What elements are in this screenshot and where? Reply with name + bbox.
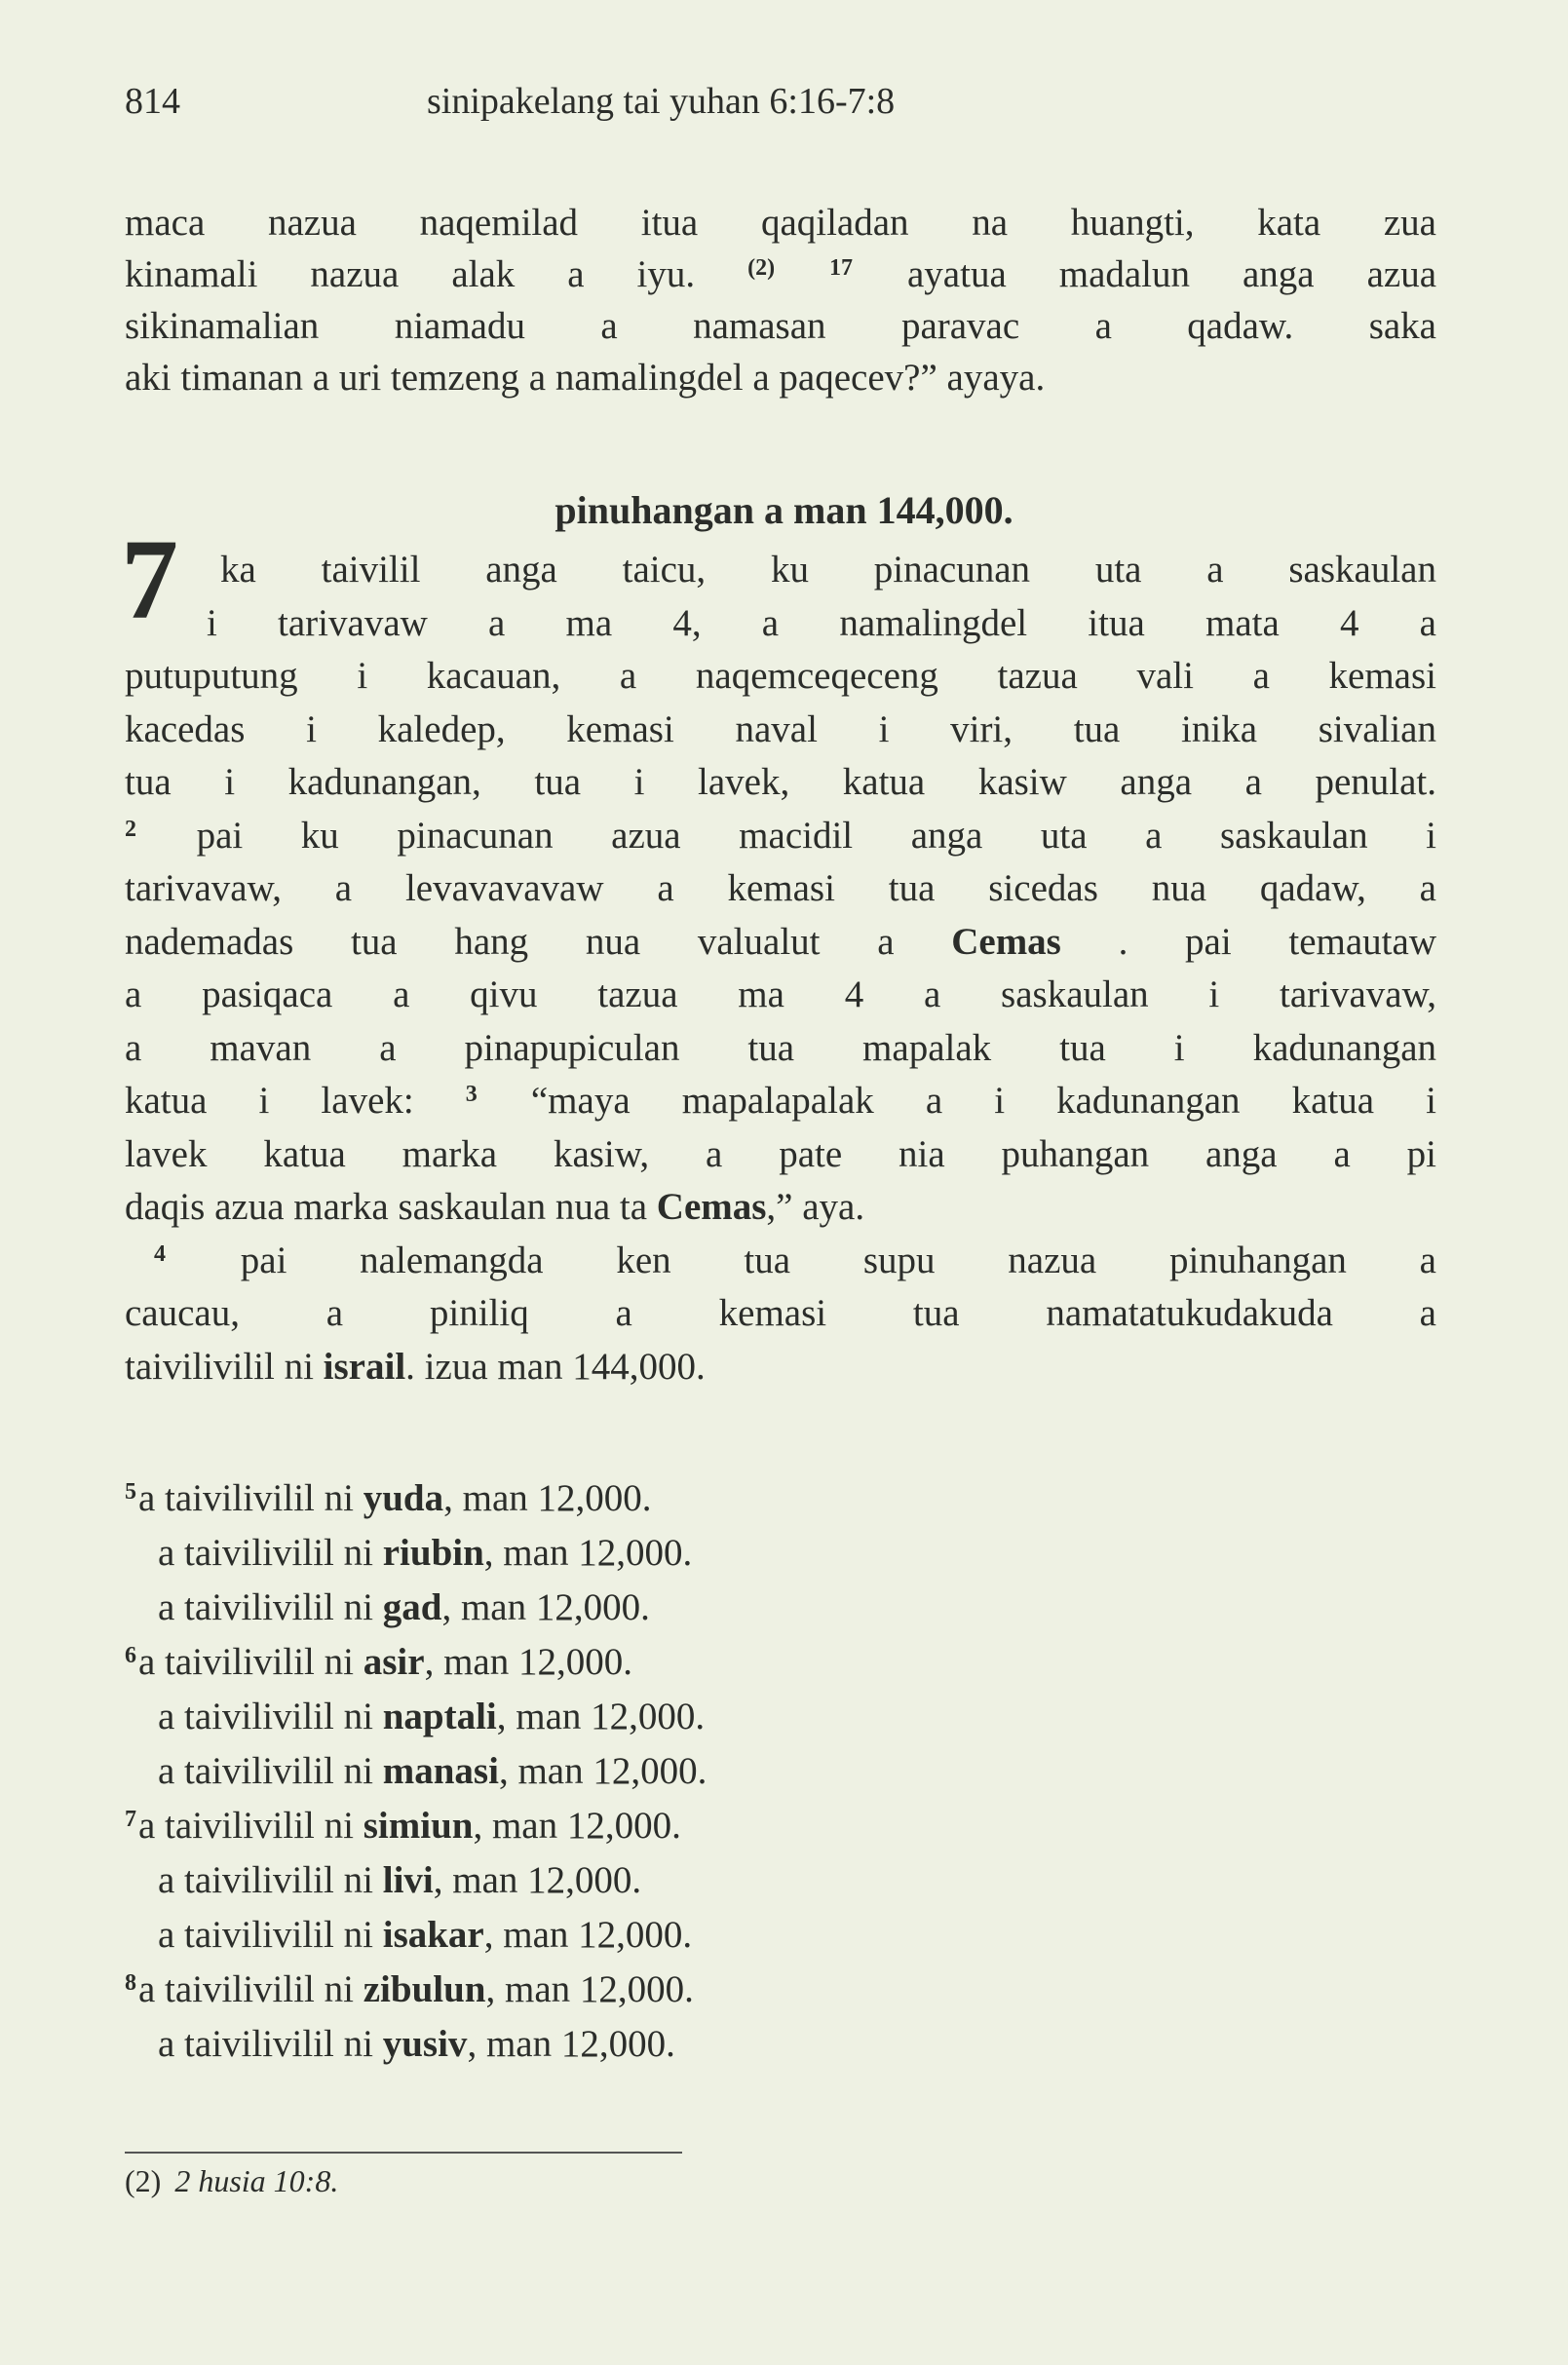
text-line: [125, 756, 1436, 809]
running-title: sinipakelang tai yuhan 6:16-7:8: [427, 81, 896, 122]
text-run: a taivilivilil ni: [138, 1805, 363, 1847]
text-run: caucau, a piniliq a kemasi tua namatatukudakuda a: [125, 1292, 1436, 1334]
text-run: a taivilivilil ni: [158, 2023, 383, 2065]
text-line: [154, 1235, 1436, 1287]
text-run: “maya mapalapalak a i kadunangan katua i: [530, 1080, 1436, 1122]
text-line: [125, 862, 1436, 915]
text-run: a taivilivilil ni: [138, 1968, 363, 2010]
text-line: [207, 597, 1436, 650]
text-run: tarivavaw, a levavavavaw a kemasi tua sicedas nua qadaw, a: [125, 867, 1436, 909]
text-line: [158, 1527, 1436, 1580]
text-line: [158, 1745, 1436, 1798]
text-run: a taivilivilil ni: [138, 1641, 363, 1683]
text-run: , man 12,000.: [483, 1532, 693, 1574]
text-line: [125, 248, 1436, 301]
text-run: daqis azua marka saskaulan nua ta: [125, 1186, 657, 1228]
page-number: 814: [125, 81, 180, 122]
text-line: [125, 1022, 1436, 1075]
bold-name: simiun: [363, 1805, 474, 1847]
text-run: a taivilivilil ni: [158, 1532, 383, 1574]
text-line: [125, 1287, 1436, 1340]
bold-name: Cemas: [951, 920, 1061, 963]
verse-number: (2): [747, 255, 776, 281]
verse-number: 6: [125, 1643, 136, 1668]
text-run: lavek katua marka kasiw, a pate nia puhangan anga a pi: [125, 1132, 1436, 1175]
text-run: , man 12,000.: [433, 1859, 642, 1901]
text-run: nademadas tua hang nua valualut a: [125, 920, 952, 963]
text-run: , man 12,000.: [441, 1586, 650, 1628]
text-run: i tarivavaw a ma 4, a namalingdel itua mata 4 a: [207, 601, 1436, 644]
bold-name: zibulun: [363, 1968, 486, 2010]
text-run: , man 12,000.: [483, 1914, 693, 1956]
verse-number: 3: [465, 1082, 478, 1107]
text-run: . izua man 144,000.: [405, 1345, 706, 1388]
text-line: [125, 1800, 1436, 1852]
footnote-rule: [125, 2152, 682, 2154]
text-line: [125, 704, 1436, 756]
text-line: [158, 1909, 1436, 1962]
text-run: , man 12,000.: [473, 1805, 681, 1847]
verse-number: 8: [125, 1970, 136, 1996]
footnote: [125, 2163, 338, 2199]
text-run: a taivilivilil ni: [158, 1586, 383, 1628]
text-run: , man 12,000.: [467, 2023, 675, 2065]
footnote-reference: 2 husia 10:8.: [174, 2163, 339, 2198]
text-run: aki timanan a uri temzeng a namalingdel a paqecev?” ayaya.: [125, 357, 1046, 399]
text-line: [158, 1854, 1436, 1907]
bold-name: israil: [323, 1345, 406, 1388]
bold-name: yusiv: [382, 2023, 468, 2065]
text-run: kacedas i kaledep, kemasi naval i viri, tua inika sivalian: [125, 707, 1436, 750]
text-run: . pai temautaw: [1118, 920, 1436, 963]
text-run: ka taivilil anga taicu, ku pinacunan uta a saskaulan: [220, 549, 1436, 591]
text-run: , man 12,000.: [485, 1968, 694, 2010]
text-line: [125, 650, 1436, 703]
text-line: [125, 1181, 1436, 1234]
text-line: [125, 1128, 1436, 1181]
text-run: a taivilivilil ni: [158, 1750, 383, 1792]
footnote-marker: (2): [125, 2163, 162, 2198]
bold-name: isakar: [382, 1914, 484, 1956]
text-run: kinamali nazua alak a iyu.: [125, 253, 696, 295]
text-run: sikinamalian niamadu a namasan paravac a qadaw. saka: [125, 305, 1436, 347]
text-run: a mavan a pinapupiculan tua mapalak tua i kadunangan: [125, 1026, 1436, 1069]
text-run: a taivilivilil ni: [158, 1696, 383, 1737]
text-run: pai nalemangda ken tua supu nazua pinuhangan a: [240, 1239, 1436, 1281]
text-line: [125, 1636, 1436, 1689]
chapter-number: 7: [121, 515, 178, 643]
text-line: [125, 916, 1436, 969]
text-line: [158, 2018, 1436, 2071]
text-run: a taivilivilil ni: [158, 1859, 383, 1901]
bold-name: naptali: [382, 1696, 497, 1737]
text-line: [125, 352, 1436, 404]
bold-name: riubin: [382, 1532, 484, 1574]
bold-name: gad: [382, 1586, 442, 1628]
verse-number: 5: [125, 1479, 136, 1505]
section-heading: pinuhangan a man 144,000.: [555, 488, 1013, 532]
text-line: [125, 1472, 1436, 1525]
text-run: ayatua madalun anga azua: [907, 253, 1437, 295]
verse-number: 4: [154, 1240, 166, 1267]
text-run: , man 12,000.: [498, 1750, 708, 1792]
text-run: a taivilivilil ni: [158, 1914, 383, 1956]
text-line: [125, 1075, 1436, 1127]
text-line: [125, 197, 1436, 249]
text-run: , man 12,000.: [496, 1696, 706, 1737]
text-run: maca nazua naqemilad itua qaqiladan na huangti, kata zua: [125, 202, 1436, 244]
verse-number: 7: [125, 1807, 136, 1832]
text-run: taivilivilil ni: [125, 1345, 324, 1388]
text-run: , man 12,000.: [443, 1477, 652, 1519]
text-line: [125, 1341, 1436, 1393]
text-line: [158, 1691, 1436, 1743]
bold-name: manasi: [382, 1750, 499, 1792]
bold-name: yuda: [363, 1477, 444, 1519]
text-run: putuputung i kacauan, a naqemceqeceng tazua vali a kemasi: [125, 655, 1436, 697]
text-run: pai ku pinacunan azua macidil anga uta a saskaulan i: [196, 814, 1437, 857]
text-run: tua i kadunangan, tua i lavek, katua kasiw anga a penulat.: [125, 761, 1436, 803]
bold-name: Cemas: [656, 1186, 767, 1228]
verse-number: 17: [829, 255, 854, 281]
text-run: a pasiqaca a qivu tazua ma 4 a saskaulan i tarivavaw,: [125, 973, 1436, 1015]
bold-name: livi: [382, 1859, 434, 1901]
text-line: [125, 300, 1436, 353]
text-line: [158, 1582, 1436, 1634]
text-run: ,” aya.: [766, 1186, 865, 1228]
bold-name: asir: [363, 1641, 425, 1683]
text-line: [125, 1964, 1436, 2016]
text-line: [220, 544, 1436, 596]
text-run: katua i lavek:: [125, 1080, 466, 1122]
text-line: [125, 810, 1436, 862]
text-line: [125, 969, 1436, 1021]
verse-number: 2: [125, 816, 136, 842]
text-run: a taivilivilil ni: [138, 1477, 363, 1519]
text-run: , man 12,000.: [424, 1641, 632, 1683]
